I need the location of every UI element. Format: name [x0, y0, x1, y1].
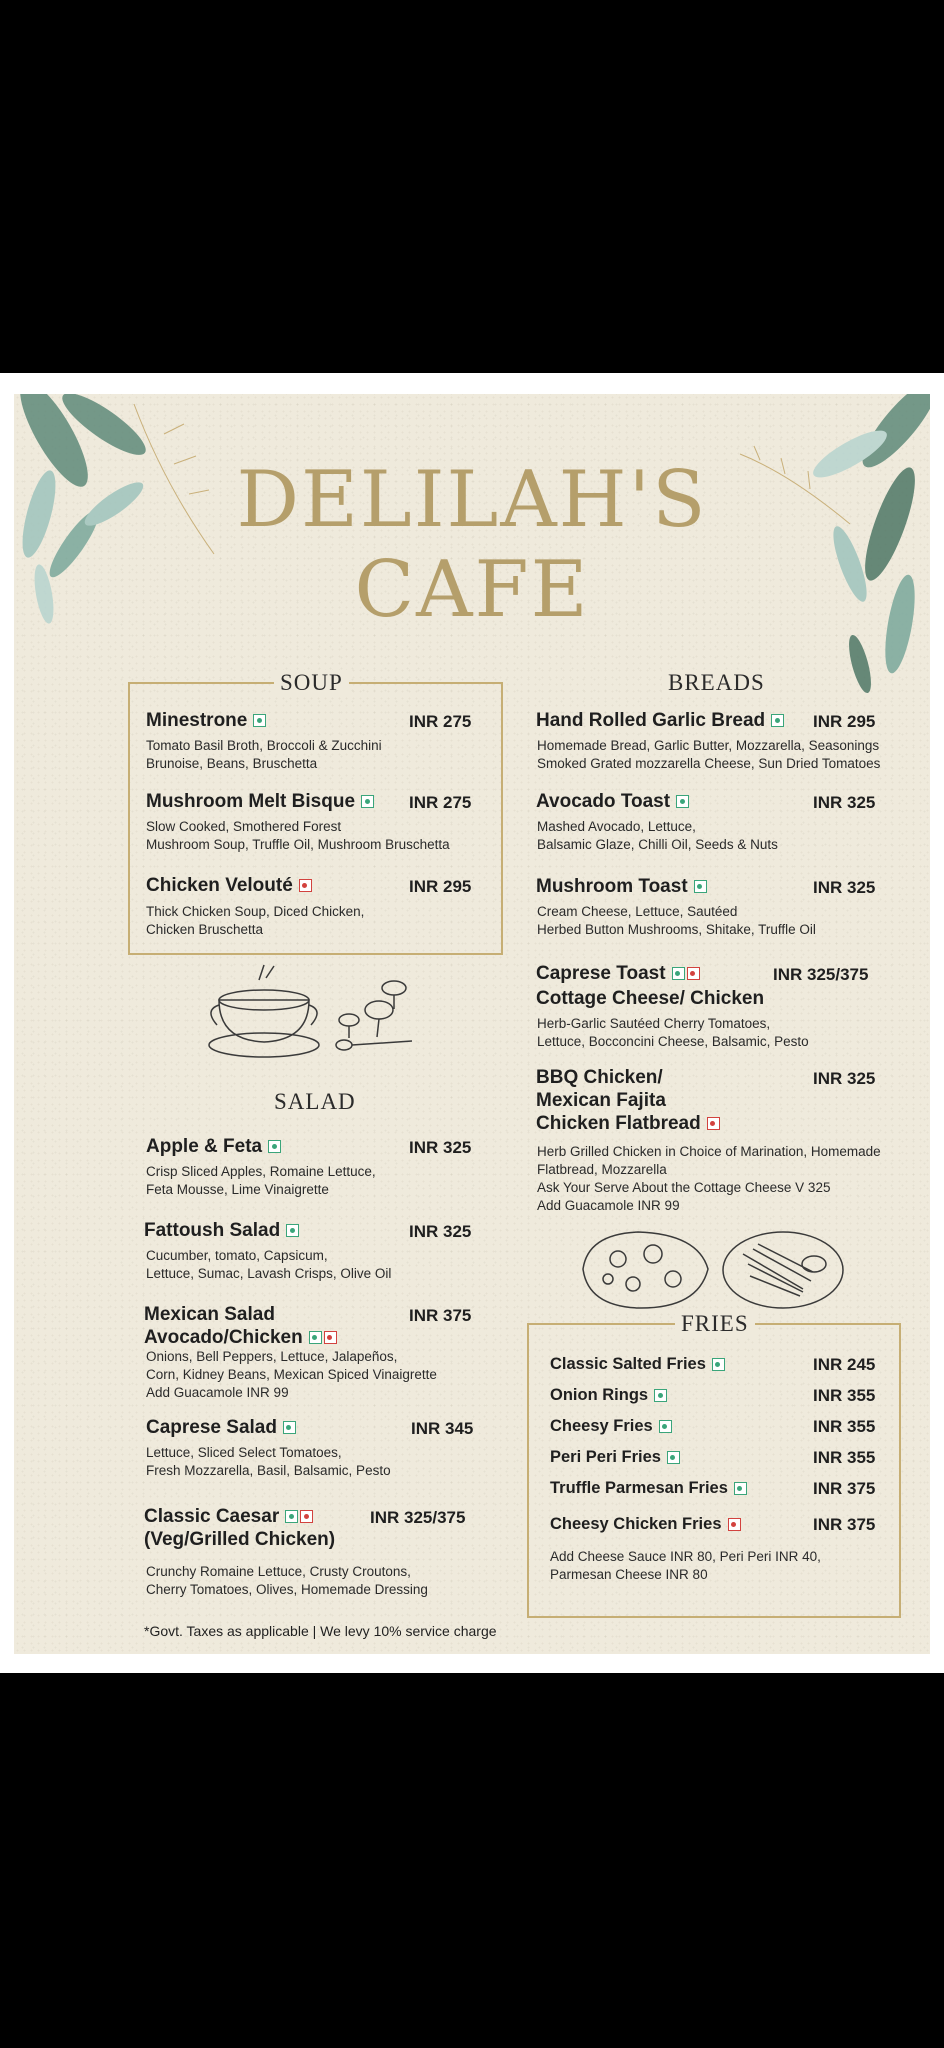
breads-item-price: INR 325 — [813, 1069, 876, 1088]
fries-item-price: INR 355 — [813, 1386, 876, 1405]
nonveg-indicator-icon — [728, 1518, 741, 1531]
salad-item-desc: Lettuce, Sliced Select Tomatoes, — [146, 1445, 342, 1460]
breads-item-name: Mushroom Toast — [536, 876, 707, 898]
nonveg-indicator-icon — [300, 1510, 313, 1523]
soup-item-price: INR 295 — [409, 877, 472, 896]
soup-item-name: Minestrone — [146, 710, 266, 732]
fries-item-name: Cheesy Fries — [550, 1417, 672, 1436]
salad-item-name: Avocado/Chicken — [144, 1327, 337, 1349]
nonveg-indicator-icon — [687, 967, 700, 980]
soup-item-desc: Mushroom Soup, Truffle Oil, Mushroom Bruschetta — [146, 837, 450, 852]
salad-item-desc: Cherry Tomatoes, Olives, Homemade Dressing — [146, 1582, 428, 1597]
breads-item-name: Caprese Toast — [536, 963, 700, 985]
soup-item-desc: Slow Cooked, Smothered Forest — [146, 819, 342, 834]
breads-item-desc: Ask Your Serve About the Cottage Cheese V 325 — [537, 1180, 831, 1195]
fries-item-price: INR 355 — [813, 1448, 876, 1467]
salad-item-name: Fattoush Salad — [144, 1220, 299, 1242]
soup-item-name: Mushroom Melt Bisque — [146, 791, 374, 813]
flatbread-fries-illustration — [578, 1224, 848, 1314]
salad-item-desc: Fresh Mozzarella, Basil, Balsamic, Pesto — [146, 1463, 391, 1478]
breads-item-desc: Smoked Grated mozzarella Cheese, Sun Dried Tomatoes — [537, 756, 881, 771]
cafe-title-line-2: CAFE — [354, 545, 590, 635]
fries-item-price: INR 355 — [813, 1417, 876, 1436]
salad-item-desc: Feta Mousse, Lime Vinaigrette — [146, 1182, 329, 1197]
breads-item-desc: Add Guacamole INR 99 — [537, 1198, 680, 1213]
breads-item-desc: Lettuce, Bocconcini Cheese, Balsamic, Pesto — [537, 1034, 809, 1049]
salad-item-desc: Cucumber, tomato, Capsicum, — [146, 1248, 328, 1263]
breads-section-title: BREADS — [662, 670, 771, 696]
salad-item-desc: Lettuce, Sumac, Lavash Crisps, Olive Oil — [146, 1266, 392, 1281]
veg-indicator-icon — [676, 795, 689, 808]
nonveg-indicator-icon — [299, 879, 312, 892]
fries-item-name: Cheesy Chicken Fries — [550, 1515, 741, 1534]
soup-item-desc: Brunoise, Beans, Bruschetta — [146, 756, 318, 771]
breads-item-price: INR 325 — [813, 793, 876, 812]
fries-addons: Add Cheese Sauce INR 80, Peri Peri INR 40, — [550, 1549, 821, 1564]
veg-indicator-icon — [734, 1482, 747, 1495]
salad-item-name: Caprese Salad — [146, 1417, 296, 1439]
breads-item-price: INR 295 — [813, 712, 876, 731]
soup-item-desc: Chicken Bruschetta — [146, 922, 264, 937]
breads-item-desc: Herbed Button Mushrooms, Shitake, Truffle Oil — [537, 922, 816, 937]
veg-indicator-icon — [283, 1421, 296, 1434]
breads-item-desc: Herb Grilled Chicken in Choice of Marination, Homemade — [537, 1144, 881, 1159]
fries-item-name: Truffle Parmesan Fries — [550, 1479, 747, 1498]
salad-item-price: INR 375 — [409, 1306, 472, 1325]
soup-item-price: INR 275 — [409, 712, 472, 731]
nonveg-indicator-icon — [324, 1331, 337, 1344]
breads-item-desc: Homemade Bread, Garlic Butter, Mozzarella, Seasonings — [537, 738, 880, 753]
fries-section-title: FRIES — [675, 1311, 755, 1337]
fries-item-name: Peri Peri Fries — [550, 1448, 680, 1467]
breads-item-name: Avocado Toast — [536, 791, 689, 813]
veg-indicator-icon — [309, 1331, 322, 1344]
fries-item-name: Classic Salted Fries — [550, 1355, 725, 1374]
breads-item-name: Mexican Fajita — [536, 1090, 666, 1111]
salad-item-desc: Corn, Kidney Beans, Mexican Spiced Vinaigrette — [146, 1367, 437, 1382]
salad-item-name: Apple & Feta — [146, 1136, 281, 1158]
breads-item-desc: Balsamic Glaze, Chilli Oil, Seeds & Nuts — [537, 837, 778, 852]
fries-addons: Parmesan Cheese INR 80 — [550, 1567, 708, 1582]
salad-item-desc: Add Guacamole INR 99 — [146, 1385, 289, 1400]
salad-item-price: INR 345 — [411, 1419, 474, 1438]
breads-item-desc: Mashed Avocado, Lettuce, — [537, 819, 696, 834]
salad-item-name: Mexican Salad — [144, 1304, 275, 1325]
veg-indicator-icon — [286, 1224, 299, 1237]
veg-indicator-icon — [659, 1420, 672, 1433]
fries-item-name: Onion Rings — [550, 1386, 667, 1405]
breads-item-name: Chicken Flatbread — [536, 1113, 720, 1135]
veg-indicator-icon — [253, 714, 266, 727]
salad-item-desc: Onions, Bell Peppers, Lettuce, Jalapeños, — [146, 1349, 398, 1364]
veg-indicator-icon — [361, 795, 374, 808]
breads-item-desc: Flatbread, Mozzarella — [537, 1162, 667, 1177]
soup-section-title: SOUP — [274, 670, 349, 696]
breads-item-price: INR 325 — [813, 878, 876, 897]
veg-indicator-icon — [667, 1451, 680, 1464]
fries-item-price: INR 375 — [813, 1515, 876, 1534]
veg-indicator-icon — [712, 1358, 725, 1371]
soup-item-name: Chicken Velouté — [146, 875, 312, 897]
salad-item-price: INR 325/375 — [370, 1508, 466, 1527]
soup-bowl-illustration — [204, 960, 424, 1060]
breads-item-desc: Herb-Garlic Sautéed Cherry Tomatoes, — [537, 1016, 771, 1031]
breads-item-name: Hand Rolled Garlic Bread — [536, 710, 784, 732]
veg-indicator-icon — [285, 1510, 298, 1523]
fries-item-price: INR 245 — [813, 1355, 876, 1374]
fries-item-price: INR 375 — [813, 1479, 876, 1498]
veg-indicator-icon — [694, 880, 707, 893]
salad-item-desc: Crunchy Romaine Lettuce, Crusty Croutons, — [146, 1564, 411, 1579]
breads-item-name: BBQ Chicken/ — [536, 1067, 663, 1088]
veg-indicator-icon — [771, 714, 784, 727]
salad-item-name: (Veg/Grilled Chicken) — [144, 1529, 336, 1550]
salad-item-desc: Crisp Sliced Apples, Romaine Lettuce, — [146, 1164, 376, 1179]
cafe-title-line-1: DELILAH'S — [236, 455, 708, 545]
veg-indicator-icon — [268, 1140, 281, 1153]
veg-indicator-icon — [654, 1389, 667, 1402]
salad-section-title: SALAD — [268, 1089, 362, 1115]
salad-item-price: INR 325 — [409, 1222, 472, 1241]
veg-indicator-icon — [672, 967, 685, 980]
breads-item-name: Cottage Cheese/ Chicken — [536, 988, 765, 1009]
soup-item-desc: Thick Chicken Soup, Diced Chicken, — [146, 904, 365, 919]
soup-item-desc: Tomato Basil Broth, Broccoli & Zucchini — [146, 738, 382, 753]
breads-item-desc: Cream Cheese, Lettuce, Sautéed — [537, 904, 738, 919]
nonveg-indicator-icon — [707, 1117, 720, 1130]
breads-item-price: INR 325/375 — [773, 965, 869, 984]
salad-item-name: Classic Caesar — [144, 1506, 313, 1528]
tax-footnote: *Govt. Taxes as applicable | We levy 10% service charge — [144, 1623, 497, 1639]
salad-item-price: INR 325 — [409, 1138, 472, 1157]
soup-item-price: INR 275 — [409, 793, 472, 812]
